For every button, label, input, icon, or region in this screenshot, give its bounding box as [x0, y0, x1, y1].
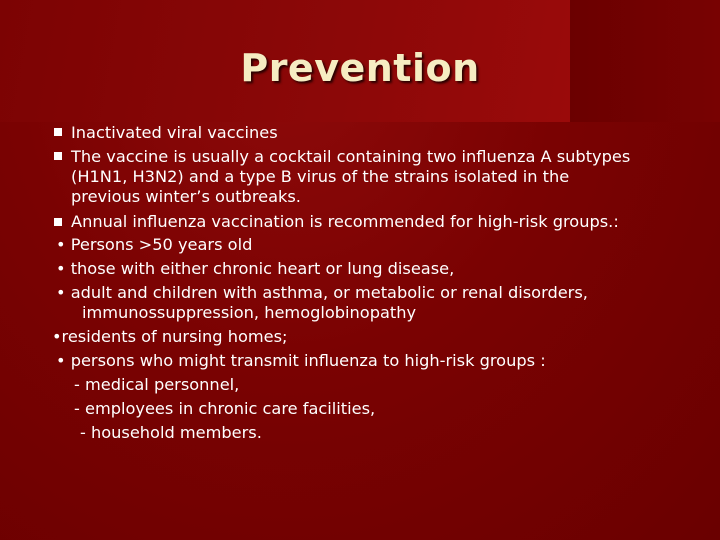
sub-line-immuno: immunossuppression, hemoglobinopathy [82, 303, 417, 322]
bullet-text-vaccines: Inactivated viral vaccines [71, 123, 278, 142]
sub-line-employees: - employees in chronic care facilities, [74, 399, 376, 418]
sub-line-heart-lung: • those with either chronic heart or lung disease, [56, 259, 455, 278]
sub-line-nursing: •residents of nursing homes; [52, 327, 288, 346]
sub-line-persons-50: • Persons >50 years old [56, 235, 253, 254]
bullet-text-annual: Annual influenza vaccination is recommended for high-risk groups.: [71, 212, 619, 231]
bullet-text-cocktail: The vaccine is usually a cocktail containing two influenza A subtypes [71, 147, 631, 166]
square-bullet-icon [54, 128, 62, 136]
bullet-text-cocktail-cont2: previous winter’s outbreaks. [71, 187, 301, 206]
sub-line-transmit: • persons who might transmit influenza to high-risk groups : [56, 351, 546, 370]
slide-title: Prevention [240, 46, 480, 90]
slide-body [0, 122, 720, 540]
square-bullet-icon [54, 218, 62, 226]
bullet-text-cocktail-cont1: (H1N1, H3N2) and a type B virus of the strains isolated in the [71, 167, 570, 186]
sub-line-asthma: • adult and children with asthma, or metabolic or renal disorders, [56, 283, 588, 302]
square-bullet-icon [54, 152, 62, 160]
sub-line-medical: - medical personnel, [74, 375, 240, 394]
sub-line-household: - household members. [80, 423, 262, 442]
